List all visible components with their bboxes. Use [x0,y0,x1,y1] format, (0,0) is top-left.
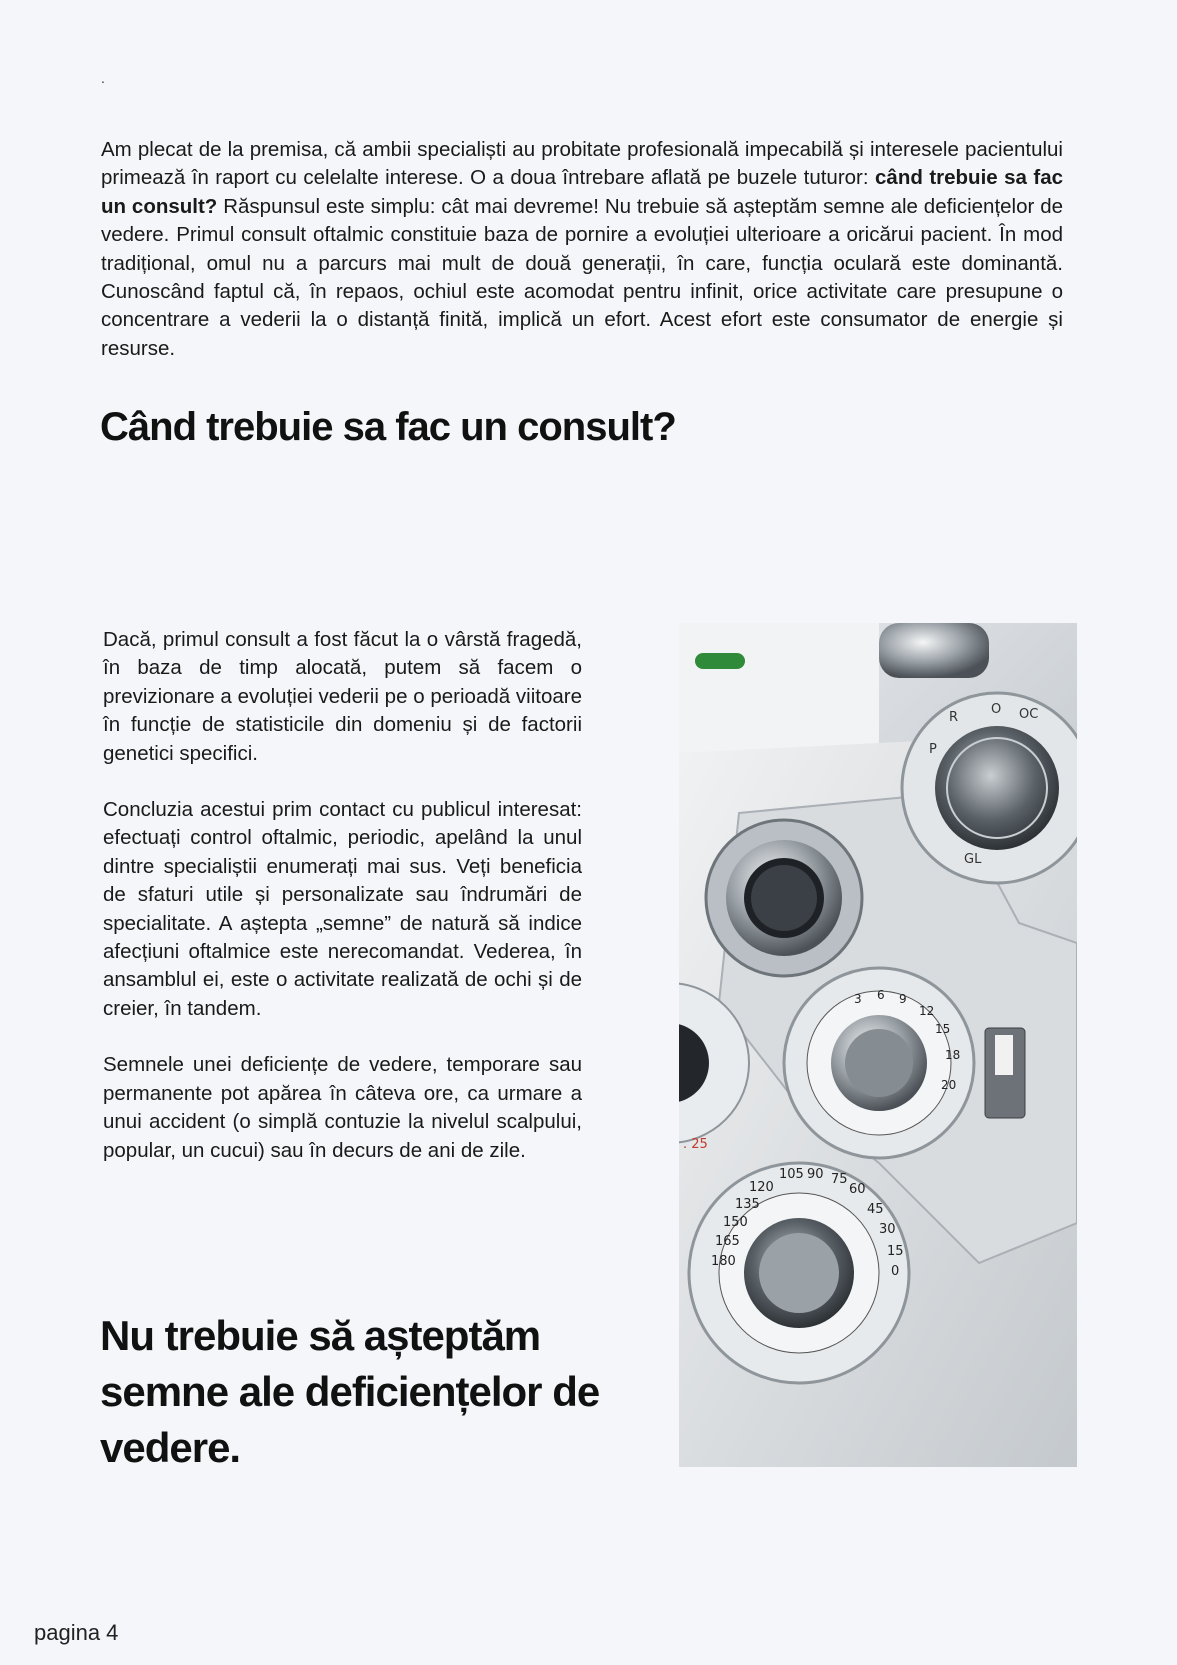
section-heading: Când trebuie sa fac un consult? [100,405,676,449]
body-column [103,626,582,1193]
scale-label-3: 3 [854,992,862,1006]
dial-label-15: 15 [887,1244,904,1259]
scale-label-15: 15 [935,1022,951,1036]
page-dot: . [101,70,105,86]
body-paragraph-3: Semnele unei deficiențe de vedere, temporare sau permanente pot apărea în câteva ore, ca urmare a unui accident (o simplă contuzie la nivelul scalpului, popular, un cucui) sau în decurs de ani de zile. [103,1053,582,1162]
scale-label-12: 12 [919,1004,935,1018]
dial-label-135: 135 [735,1197,760,1212]
dial-label-120: 120 [749,1180,774,1195]
dial-label-30: 30 [879,1222,896,1237]
intro-paragraph [101,136,1063,363]
dial-label-0: 0 [891,1264,900,1279]
dial-label-180: 180 [711,1254,736,1269]
scale-label-20: 20 [941,1078,957,1092]
dial-label-45: 45 [867,1202,884,1217]
pull-quote: Nu trebuie să așteptăm semne ale deficiențelor de vedere. [100,1312,600,1471]
dial-mark-r: R [949,710,959,725]
readout-value: . 25 [683,1137,708,1152]
level-indicator-icon [695,653,745,669]
phoropter-illustration [679,623,1077,1467]
intro-text-2: Răspunsul este simplu: cât mai devreme! Nu trebuie să așteptăm semne ale deficiențelor de vedere. Primul consult oftalmic constituie baza de pornire a evoluției ulterioare a oricărui pacient. În mod tradițional, omul nu a parcurs mai mult de două generații, în care, funcția oculară este dominantă. Cunoscând faptul că, în repaos, ochiul este acomodat pentru infinit, orice activitate care presupune o concentrare a vederii la o distanță finită, implică un efort. Acest efort este consumator de energie și resurse. [101,194,1064,360]
scale-label-6: 6 [877,988,885,1002]
intro-bold-question: când trebuie sa fac un consult? [101,166,1063,218]
page-number: pagina 4 [34,1620,119,1645]
dial-label-105: 105 [779,1167,804,1182]
body-paragraph-1: Dacă, primul consult a fost făcut la o vârstă fragedă, în baza de timp alocată, putem să facem o previzionare a evoluției vederii pe o perioadă viitoare în funcție de statisticile din domeniu și de factorii genetici specifici. [103,628,582,765]
body-paragraph-2: Concluzia acestui prim contact cu publicul interesat: efectuați control oftalmic, periodic, apelând la unul dintre specialiștii enumerați mai sus. Veți beneficia de sfaturi utile și personalizate sau îndrumări de specialitate. A aștepta „semne” de natură să indice afecțiuni oftalmice este nerecomandat. Vederea, în ansamblul ei, este o activitate realizată de ochi și de creier, în tandem. [103,798,582,1020]
dial-label-90: 90 [807,1167,824,1182]
dial-mark-oc: OC [1019,707,1039,722]
dial-label-150: 150 [723,1215,748,1230]
dial-mark-o: O [991,702,1002,717]
intro-text-1: Am plecat de la premisa, că ambii specialiști au probitate profesională impecabilă și interesele pacientului primează în raport cu celelalte interese. O a doua întrebare aflată pe buzele tuturor: [101,138,1063,190]
dial-label-165: 165 [715,1234,740,1249]
dial-label-75: 75 [831,1172,848,1187]
dial-mark-p: P [929,742,937,757]
scale-label-9: 9 [899,992,907,1006]
dial-label-60: 60 [849,1182,866,1197]
dial-mark-gl: GL [964,852,982,867]
phoropter-photo [679,623,1077,1467]
scale-label-18: 18 [945,1048,961,1062]
